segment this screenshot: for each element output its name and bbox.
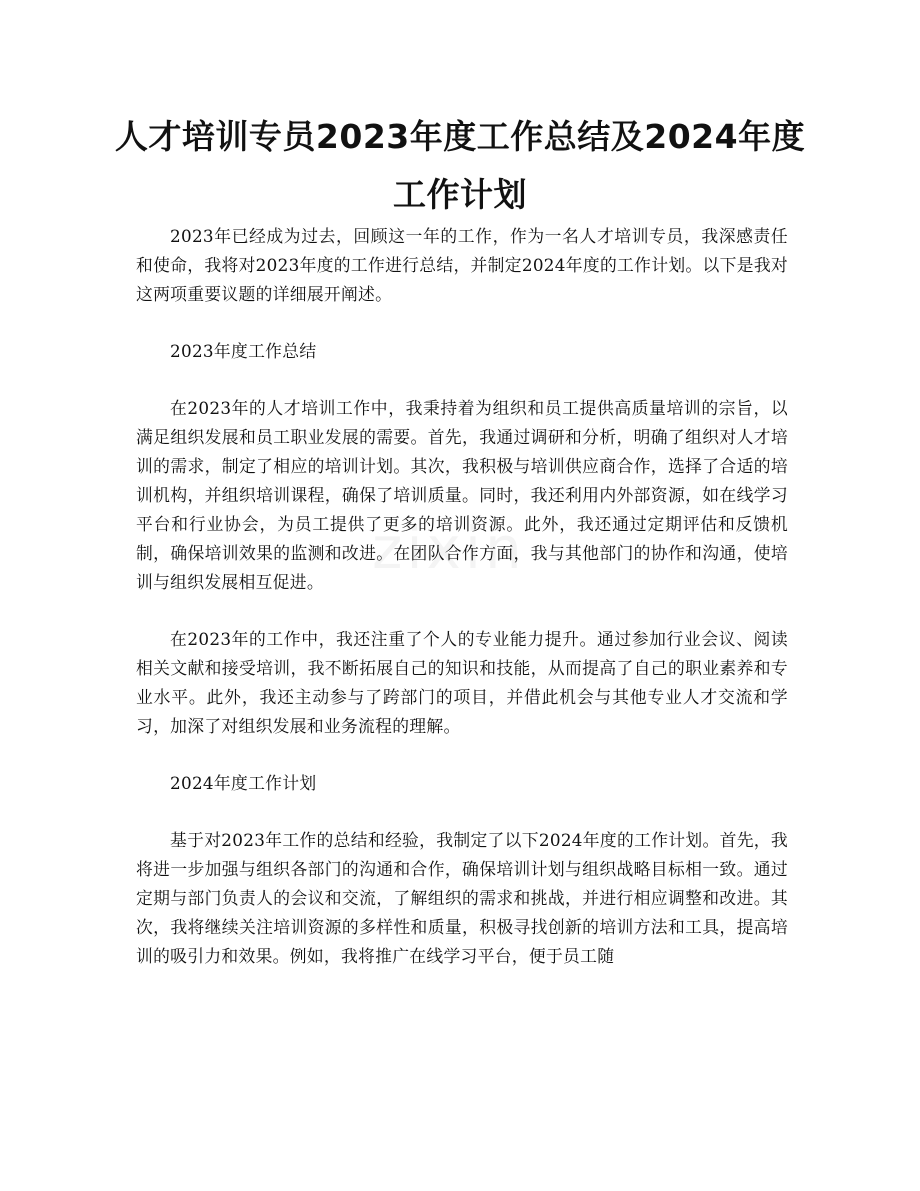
summary-paragraph-2: 在2023年的工作中，我还注重了个人的专业能力提升。通过参加行业会议、阅读相关文献和接受培训，我不断拓展自己的知识和技能，从而提高了自己的职业素养和专业水平。此外，我还主动参与了跨部门的项目，并借此机会与其他专业人才交流和学习，加深了对组织发展和业务流程的理解。 [136, 629, 788, 736]
document-title: 人才培训专员2023年度工作总结及2024年度工作计划 [114, 117, 806, 214]
section-heading-plan: 2024年度工作计划 [170, 773, 317, 793]
document-body [136, 222, 788, 999]
intro-paragraph: 2023年已经成为过去，回顾这一年的工作，作为一名人才培训专员，我深感责任和使命，我将对2023年度的工作进行总结，并制定2024年度的工作计划。以下是我对这两项重要议题的详细展开阐述。 [136, 226, 788, 304]
plan-paragraph-1: 基于对2023年工作的总结和经验，我制定了以下2024年度的工作计划。首先，我将进一步加强与组织各部门的沟通和合作，确保培训计划与组织战略目标相一致。通过定期与部门负责人的会议和交流，了解组织的需求和挑战，并进行相应调整和改进。其次，我将继续关注培训资源的多样性和质量，积极寻找创新的培训方法和工具，提高培训的吸引力和效果。例如，我将推广在线学习平台，便于员工随 [136, 830, 788, 966]
summary-paragraph-1: 在2023年的人才培训工作中，我秉持着为组织和员工提供高质量培训的宗旨，以满足组织发展和员工职业发展的需要。首先，我通过调研和分析，明确了组织对人才培训的需求，制定了相应的培训计划。其次，我积极与培训供应商合作，选择了合适的培训机构，并组织培训课程，确保了培训质量。同时，我还利用内外部资源，如在线学习平台和行业协会，为员工提供了更多的培训资源。此外，我还通过定期评估和反馈机制，确保培训效果的监测和改进。在团队合作方面，我与其他部门的协作和沟通，使培训与组织发展相互促进。 [136, 398, 788, 592]
section-heading-summary: 2023年度工作总结 [170, 341, 317, 361]
